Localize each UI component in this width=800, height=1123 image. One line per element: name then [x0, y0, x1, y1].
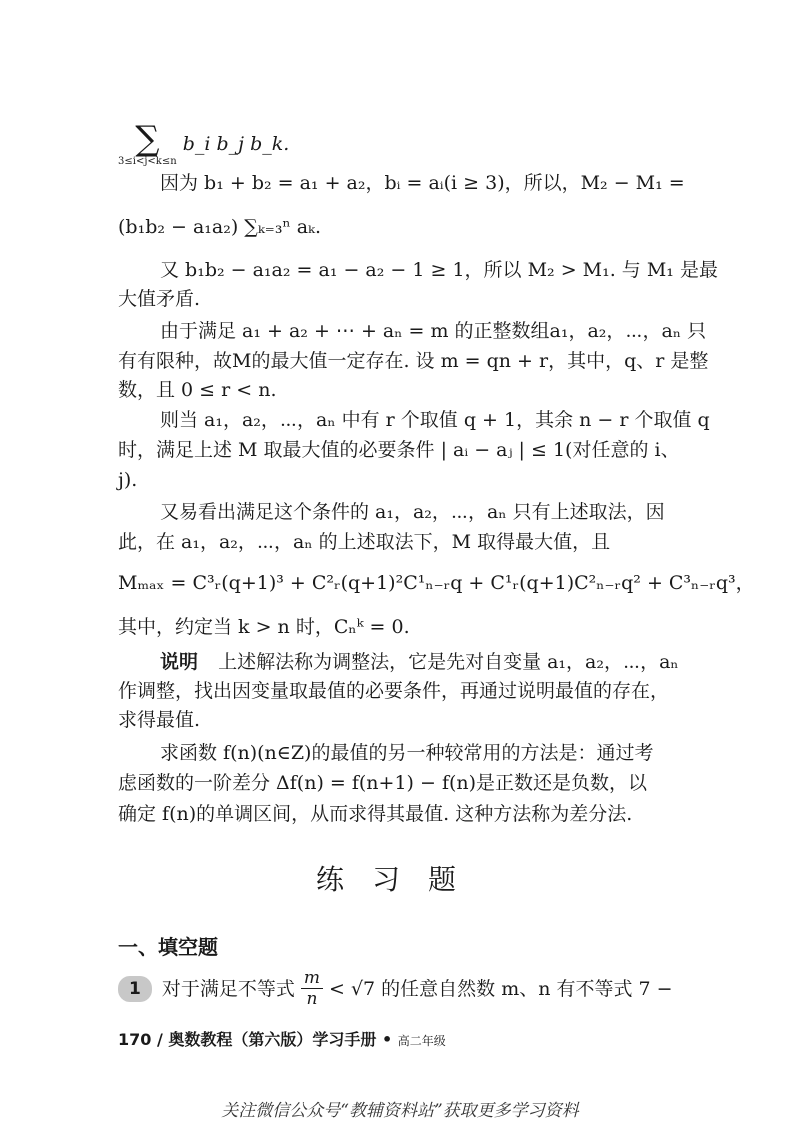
sum-expression: ∑ 3≤i<j<k≤n b_i b_j b_k.	[118, 119, 290, 167]
formula-line: Mₘₐₓ = C³ᵣ(q+1)³ + C²ᵣ(q+1)²C¹ₙ₋ᵣq + C¹ᵣ(q+1)C²ₙ₋ᵣq² + C³ₙ₋ᵣq³，	[118, 572, 755, 594]
page-number: 170	[118, 1030, 152, 1049]
note-label: 说明	[160, 651, 199, 673]
text-line: 时，满足上述 M 取最大值的必要条件 | aᵢ − aⱼ | ≤ 1(对任意的 i、	[118, 439, 680, 461]
note-line: 说明 上述解法称为调整法，它是先对自变量 a₁，a₂，⋯，aₙ	[160, 651, 679, 673]
summation-symbol: ∑ 3≤i<j<k≤n	[118, 119, 177, 167]
text-line: 求函数 f(n)(n∈Z)的最值的另一种较常用的方法是：通过考	[160, 742, 654, 764]
text-line: 又 b₁b₂ − a₁a₂ = a₁ − a₂ − 1 ≥ 1，所以 M₂ > M₁. 与 M₁ 是最	[160, 259, 718, 281]
text-line: 作调整，找出因变量取最值的必要条件，再通过说明最值的存在，	[118, 680, 670, 702]
fraction: $\frac{m}{n}$	[301, 968, 323, 1009]
text-line: 求得最值.	[118, 709, 201, 731]
text-line: j).	[118, 469, 138, 491]
text-line: 因为 b₁ + b₂ = a₁ + a₂，bᵢ = aᵢ(i ≥ 3)，所以，M₂ − M₁ =	[160, 172, 685, 194]
question-1: 1 对于满足不等式 $\frac{m}{n}$ < √7 的任意自然数 m、n 有不等式 7 −	[118, 968, 690, 1009]
question-number-badge: 1	[118, 976, 152, 1002]
text-line: 此，在 a₁，a₂，⋯，aₙ 的上述取法下，M 取得最大值，且	[118, 531, 611, 553]
watermark-text: 关注微信公众号“教辅资料站”获取更多学习资料	[221, 1101, 579, 1121]
section-heading: 一、填空题	[118, 935, 218, 959]
page-footer	[118, 1027, 446, 1050]
text-line: 由于满足 a₁ + a₂ + ⋯ + aₙ = m 的正整数组a₁，a₂，⋯，aₙ 只	[160, 320, 707, 342]
text-line: 确定 f(n)的单调区间，从而求得其最值. 这种方法称为差分法.	[118, 803, 633, 825]
text-line: 大值矛盾.	[118, 288, 201, 310]
exercise-title: 练习题	[315, 863, 484, 896]
text-line: 数，且 0 ≤ r < n.	[118, 379, 277, 401]
text-line: (b₁b₂ − a₁a₂) ∑ₖ₌₃ⁿ aₖ.	[118, 216, 322, 238]
text-line: 其中，约定当 k > n 时，Cₙᵏ = 0.	[118, 616, 410, 638]
text-line: 则当 a₁，a₂，⋯，aₙ 中有 r 个取值 q + 1，其余 n − r 个取值 q	[160, 409, 710, 431]
text-line: 有有限种，故M的最大值一定存在. 设 m = qn + r，其中，q、r 是整	[118, 350, 709, 372]
text-line: 又易看出满足这个条件的 a₁，a₂，⋯，aₙ 只有上述取法，因	[160, 501, 665, 523]
text-line: 虑函数的一阶差分 Δf(n) = f(n+1) − f(n)是正数还是负数，以	[118, 772, 648, 794]
grade-label: 高二年级	[397, 1034, 446, 1048]
book-title: / 奥数教程（第六版）学习手册 •	[151, 1030, 398, 1049]
